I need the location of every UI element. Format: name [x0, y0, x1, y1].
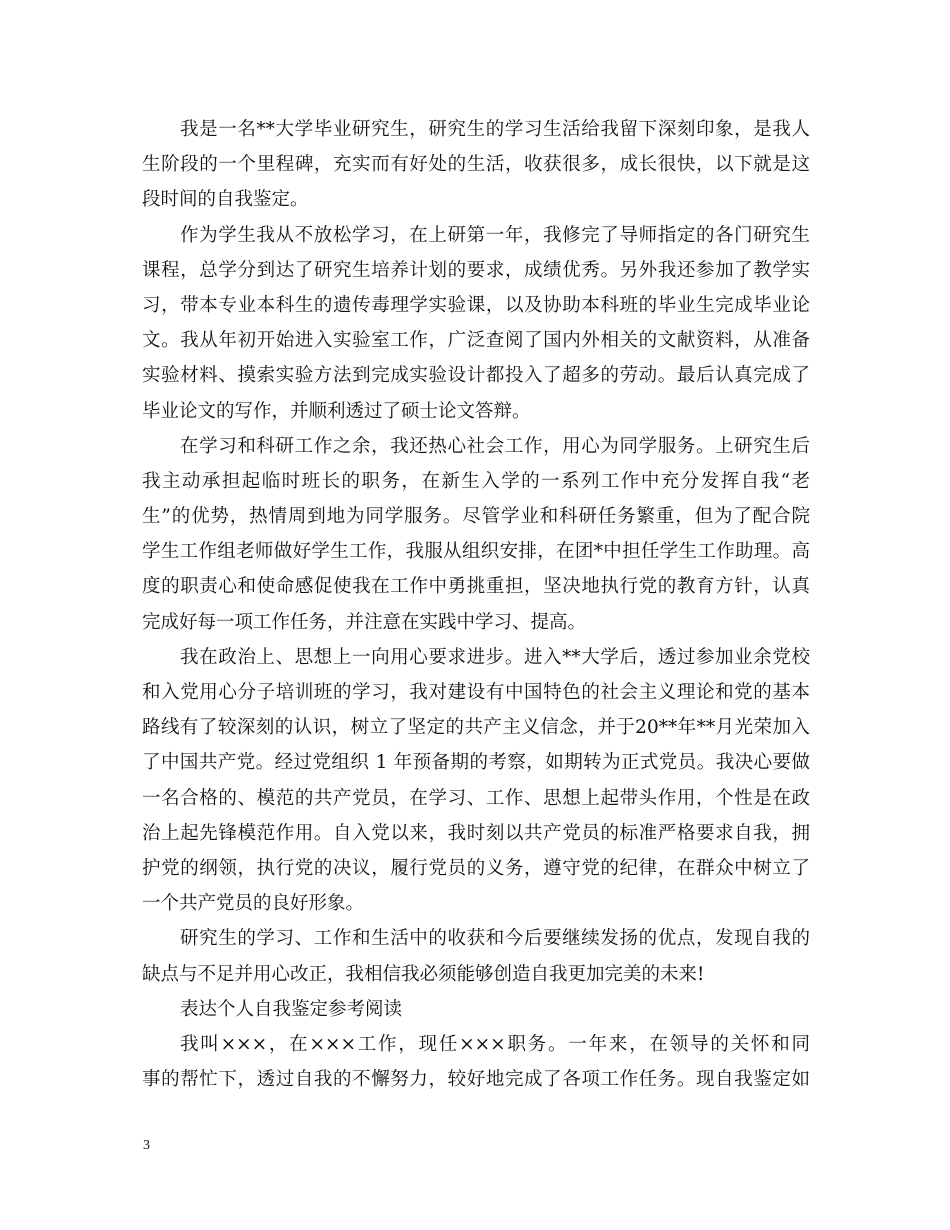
text-line: 我是一名**大学毕业研究生，研究生的学习生活给我留下深刻印象，是我人: [180, 119, 810, 140]
text-line: 一个共产党员的良好形象。: [142, 893, 365, 915]
text-line: 我在政治上、思想上一向用心要求进步。进入**大学后，透过参加业余党校: [180, 646, 810, 668]
text-line: 课程，总学分到达了研究生培养计划的要求，成绩优秀。另外我还参加了教学实: [142, 259, 810, 281]
text-line: 完成好每一项工作任务，并注意在实践中学习、提高。: [142, 611, 587, 633]
document-body: [142, 112, 810, 1097]
text-line: 和入党用心分子培训班的学习，我对建设有中国特色的社会主义理论和党的基本: [142, 682, 810, 703]
text-line: 研究生的学习、工作和生活中的收获和今后要继续发扬的优点，发现自我的: [180, 928, 810, 950]
text-line: 生”的优势，热情周到地为同学服务。尽管学业和科研任务繁重，但为了配合院: [142, 506, 810, 528]
text-line: 事的帮忙下，透过自我的不懈努力，较好地完成了各项工作任务。现自我鉴定如: [142, 1069, 810, 1091]
text-line: 习，带本专业本科生的遗传毒理学实验课，以及协助本科班的毕业生完成毕业论: [142, 294, 810, 316]
text-line: 护党的纲领，执行党的决议，履行党员的义务，遵守党的纪律，在群众中树立了: [142, 857, 810, 879]
text-line: 缺点与不足并用心改正，我相信我必须能够创造自我更加完美的未来!: [142, 963, 705, 985]
page-number: 3: [143, 1138, 150, 1153]
text-line: 段时间的自我鉴定。: [142, 189, 309, 211]
text-line: 作为学生我从不放松学习，在上研第一年，我修完了导师指定的各门研究生: [180, 224, 810, 246]
text-line: 了中国共产党。经过党组织 1 年预备期的考察，如期转为正式党员。我决心要做: [142, 752, 810, 774]
text-line: 实验材料、摸索实验方法到完成实验设计都投入了超多的劳动。最后认真完成了: [142, 365, 810, 387]
text-line: 路线有了较深刻的认识，树立了坚定的共产主义信念，并于20**年**月光荣加入: [142, 717, 810, 739]
text-line: 学生工作组老师做好学生工作，我服从组织安排，在团*中担任学生工作助理。高: [142, 541, 810, 563]
text-line: 文。我从年初开始进入实验室工作，广泛查阅了国内外相关的文献资料，从准备: [142, 330, 810, 352]
text-line: 我叫×××，在×××工作，现任×××职务。一年来，在领导的关怀和同: [180, 1033, 810, 1055]
text-line: 在学习和科研工作之余，我还热心社会工作，用心为同学服务。上研究生后: [180, 435, 810, 457]
text-line: 一名合格的、模范的共产党员，在学习、工作、思想上起带头作用，个性是在政: [142, 787, 810, 809]
text-line: 治上起先锋模范作用。自入党以来，我时刻以共产党员的标准严格要求自我，拥: [142, 822, 810, 844]
text-line: 我主动承担起临时班长的职务，在新生入学的一系列工作中充分发挥自我“老: [142, 470, 810, 492]
text-line: 毕业论文的写作，并顺利透过了硕士论文答辩。: [142, 400, 531, 422]
text-line: 生阶段的一个里程碑，充实而有好处的生活，收获很多，成长很快，以下就是这: [142, 154, 810, 176]
text-line: 度的职责心和使命感促使我在工作中勇挑重担，坚决地执行党的教育方针，认真: [142, 576, 810, 598]
text-line: 表达个人自我鉴定参考阅读: [180, 998, 403, 1020]
